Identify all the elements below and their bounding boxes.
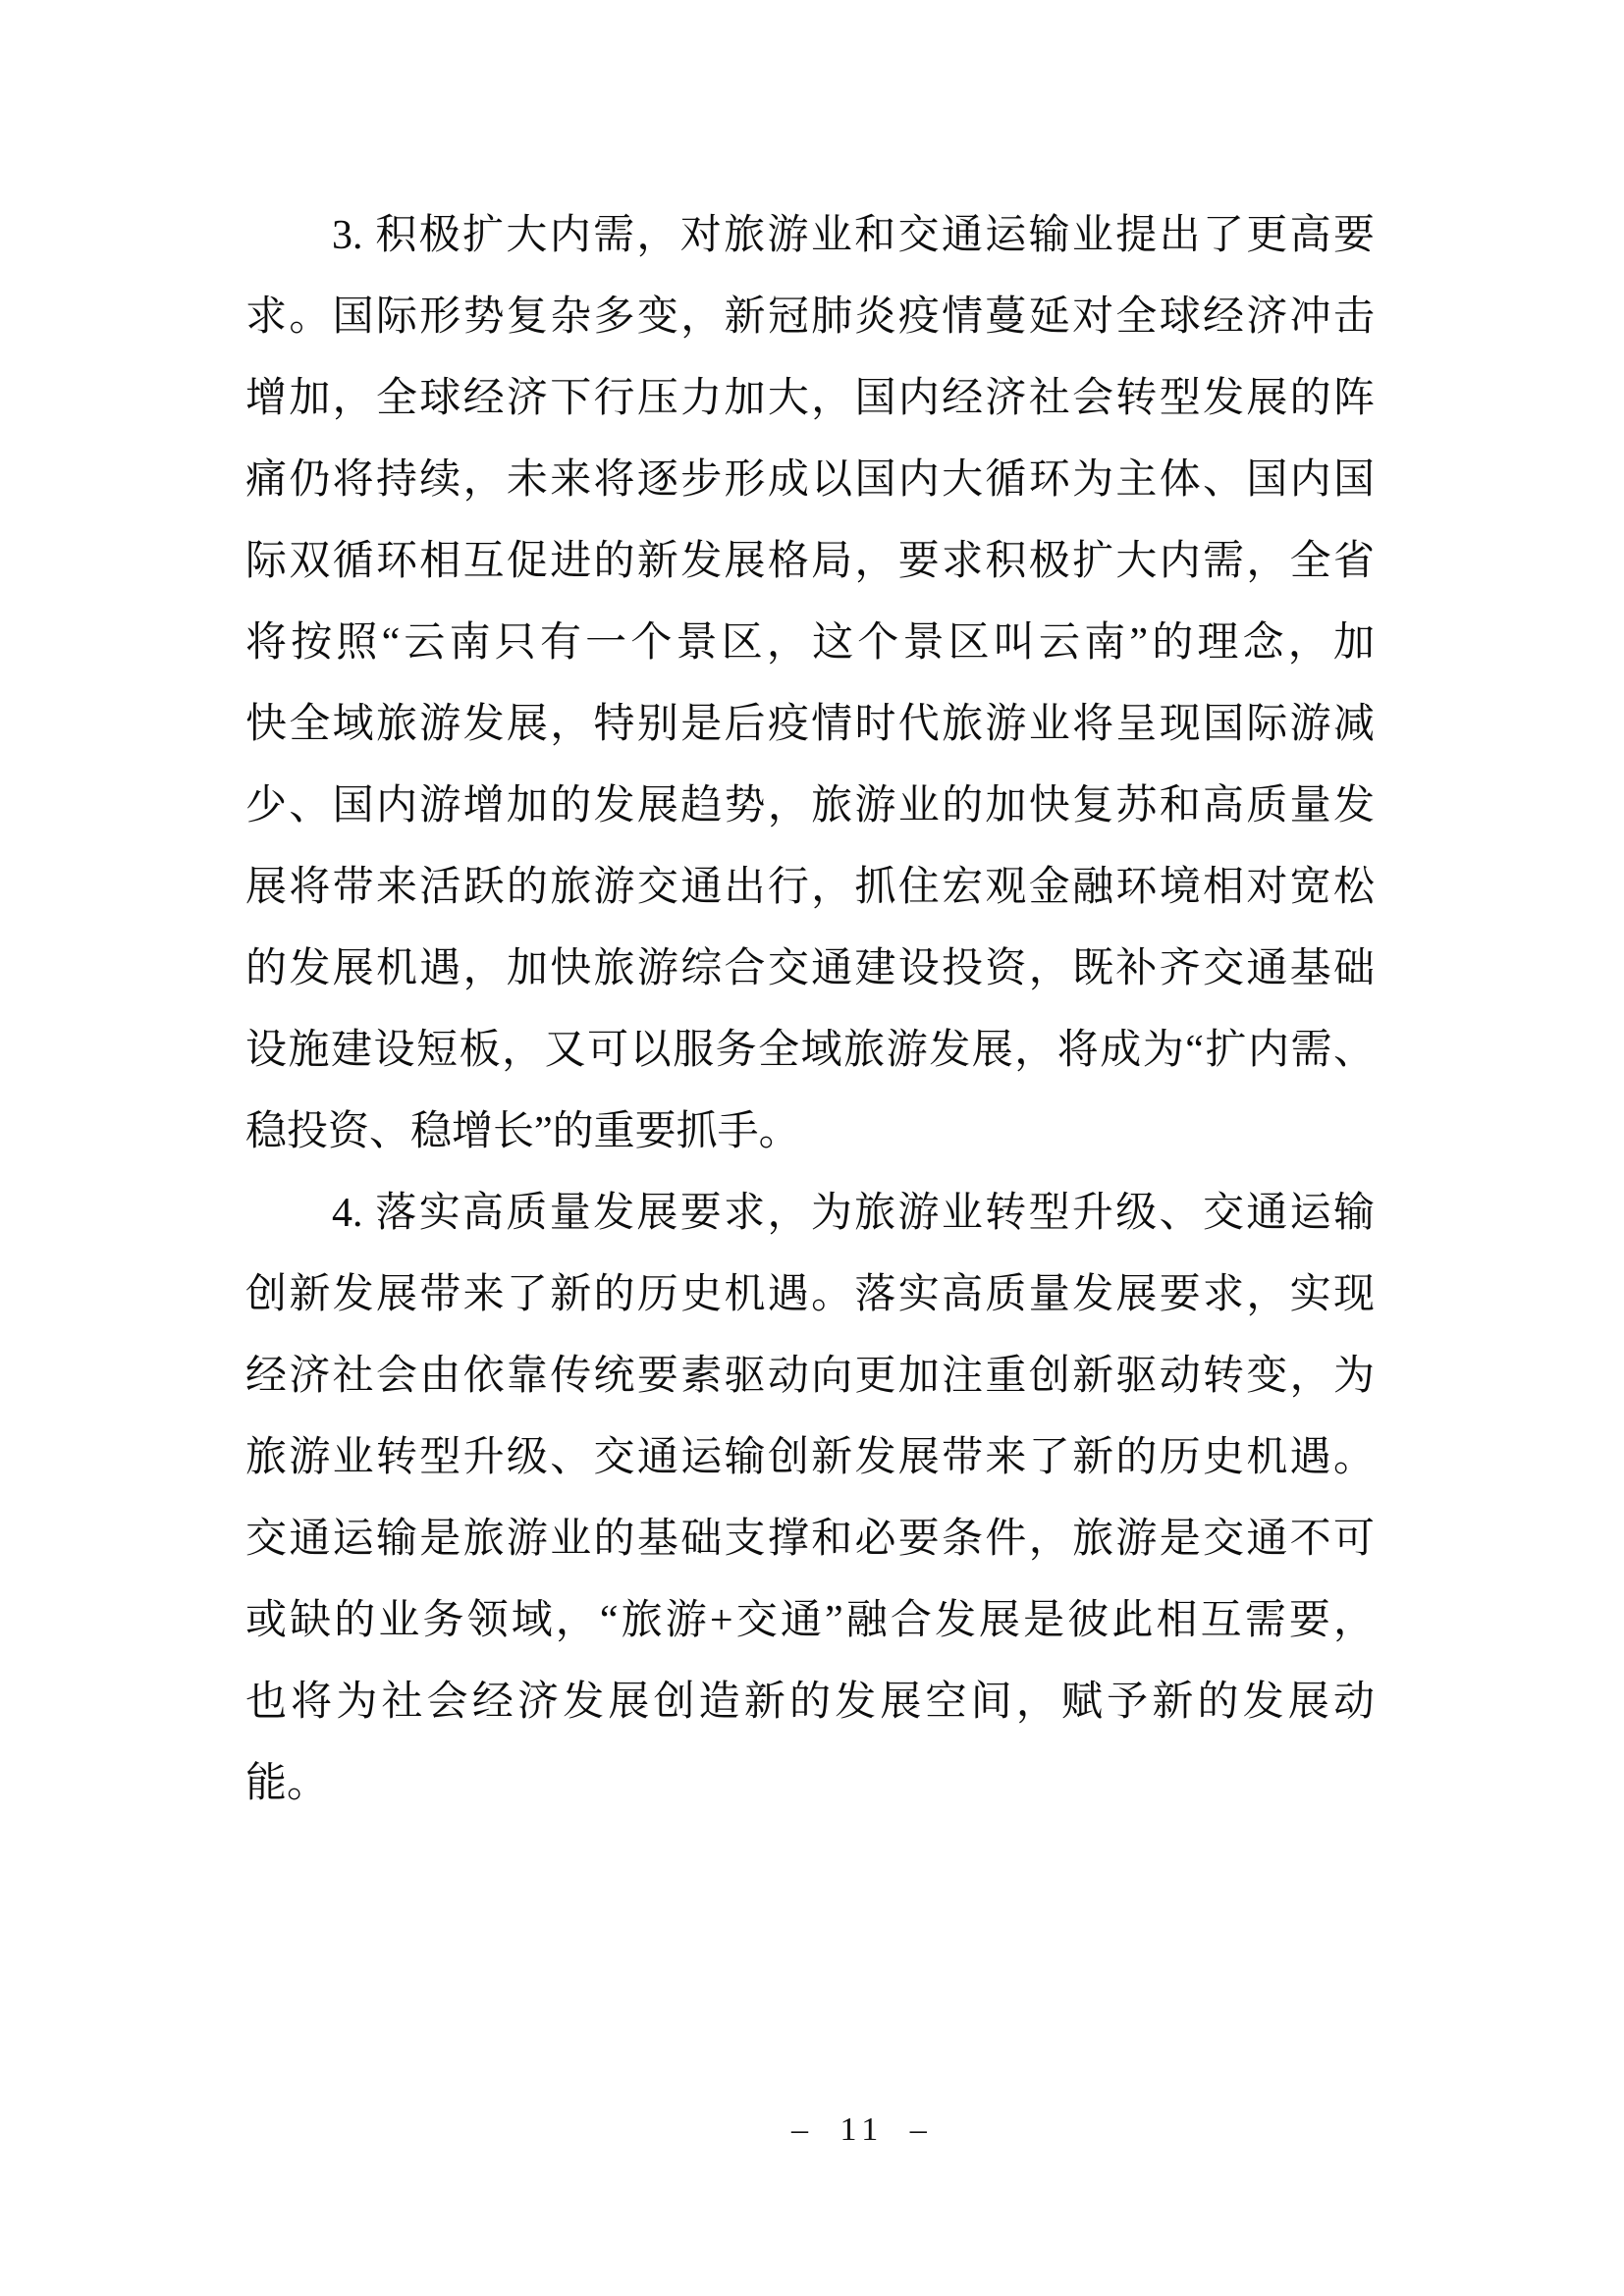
paragraph-point-3: [245, 195, 1375, 1173]
page-number: – 11 –: [791, 2111, 933, 2148]
text-line: 际双循环相互促进的新发展格局，要求积极扩大内需，全省: [245, 539, 1375, 584]
text-line: 增加，全球经济下行压力加大，国内经济社会转型发展的阵: [245, 376, 1375, 421]
paragraph-point-4: [245, 1173, 1375, 1825]
text-line: 旅游业转型升级、交通运输创新发展带来了新的历史机遇。: [245, 1435, 1375, 1480]
text-line: 能。: [245, 1761, 329, 1806]
text-line: 4. 落实高质量发展要求，为旅游业转型升级、交通运输: [332, 1191, 1375, 1236]
text-line: 3. 积极扩大内需，对旅游业和交通运输业提出了更高要: [332, 213, 1375, 258]
text-line: 快全域旅游发展，特别是后疫情时代旅游业将呈现国际游减: [245, 702, 1375, 747]
text-line: 也将为社会经济发展创造新的发展空间，赋予新的发展动: [245, 1680, 1375, 1725]
text-line: 少、国内游增加的发展趋势，旅游业的加快复苏和高质量发: [245, 783, 1375, 828]
text-line: 稳投资、稳增长”的重要抓手。: [245, 1109, 800, 1154]
text-line: 痛仍将持续，未来将逐步形成以国内大循环为主体、国内国: [245, 457, 1375, 503]
document-body: [245, 195, 1375, 1825]
text-line: 展将带来活跃的旅游交通出行，抓住宏观金融环境相对宽松: [245, 865, 1375, 910]
text-line: 设施建设短板，又可以服务全域旅游发展，将成为“扩内需、: [245, 1028, 1375, 1073]
text-line: 求。国际形势复杂多变，新冠肺炎疫情蔓延对全球经济冲击: [245, 294, 1375, 340]
text-line: 创新发展带来了新的历史机遇。落实高质量发展要求，实现: [245, 1272, 1375, 1317]
text-line: 或缺的业务领域，“旅游+交通”融合发展是彼此相互需要，: [245, 1598, 1375, 1643]
text-line: 经济社会由依靠传统要素驱动向更加注重创新驱动转变，为: [245, 1354, 1375, 1399]
text-line: 交通运输是旅游业的基础支撑和必要条件，旅游是交通不可: [245, 1517, 1375, 1562]
text-line: 将按照“云南只有一个景区，这个景区叫云南”的理念，加: [245, 620, 1375, 666]
text-line: 的发展机遇，加快旅游综合交通建设投资，既补齐交通基础: [245, 946, 1375, 991]
